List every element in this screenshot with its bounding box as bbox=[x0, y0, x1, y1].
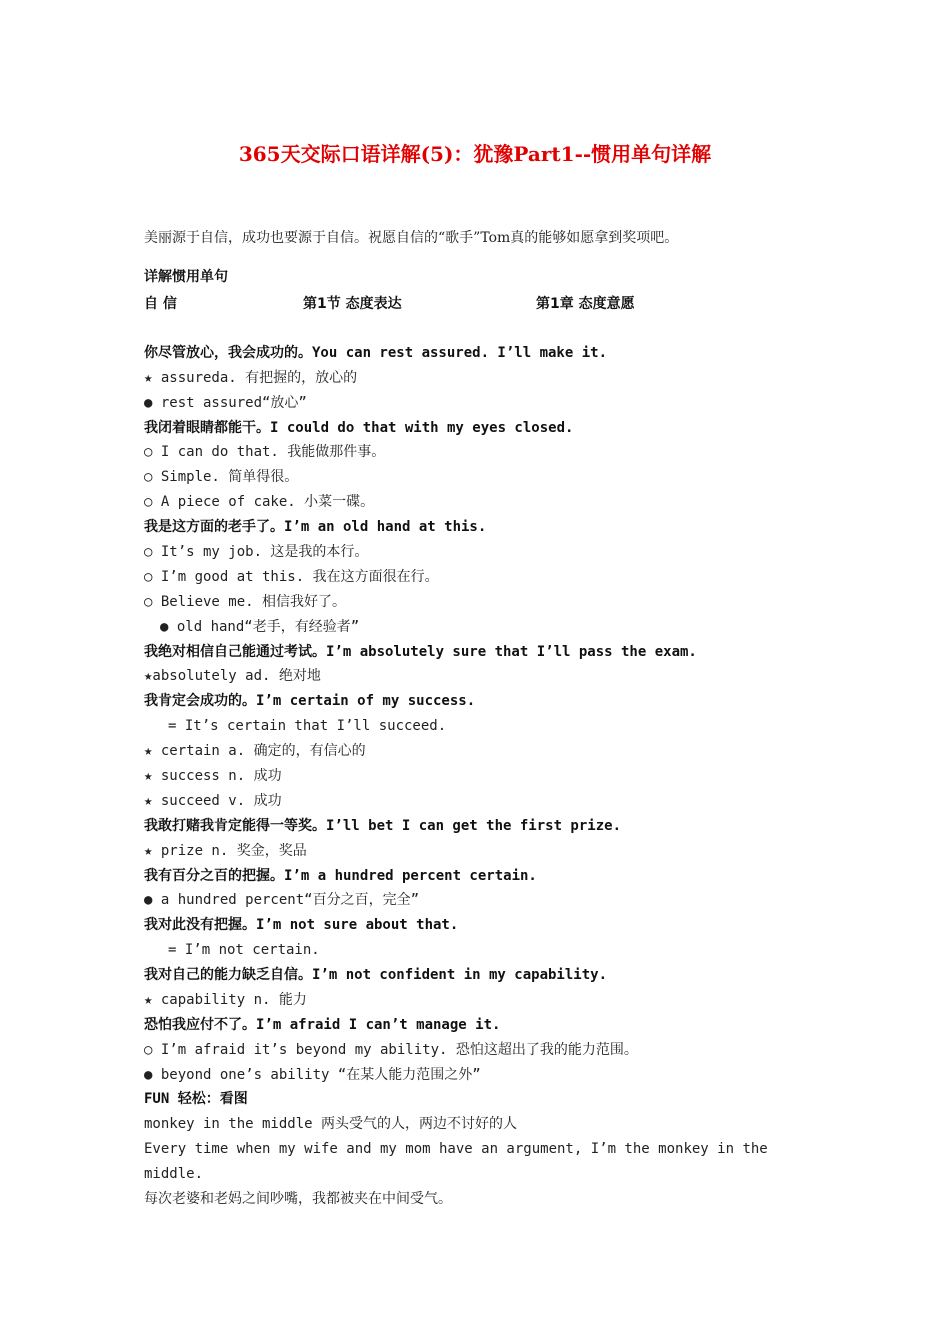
sentence-line: 你尽管放心，我会成功的。You can rest assured. I’ll make it. bbox=[144, 345, 608, 361]
note-line: ★ success n. 成功 bbox=[144, 768, 282, 784]
note-line: 每次老婆和老妈之间吵嘴，我都被夹在中间受气。 bbox=[144, 1191, 452, 1207]
intro-paragraph: 美丽源于自信，成功也要源于自信。祝愿自信的“歌手”Tom真的能够如愿拿到奖项吧。 bbox=[144, 230, 679, 246]
fun-heading: FUN 轻松：看图 bbox=[144, 1091, 248, 1107]
note-line: ● rest assured“放心” bbox=[144, 395, 307, 411]
note-line: ★ certain a. 确定的，有信心的 bbox=[144, 743, 366, 759]
sentence-line: 我对此没有把握。I’m not sure about that. bbox=[144, 917, 459, 933]
note-line: ○ I can do that. 我能做那件事。 bbox=[144, 444, 386, 460]
note-line: ● old hand“老手，有经验者” bbox=[160, 619, 360, 635]
note-line: ○ A piece of cake. 小菜一碟。 bbox=[144, 494, 375, 510]
sentence-line: 我绝对相信自己能通过考试。I’m absolutely sure that I’ll pass the exam. bbox=[144, 644, 697, 660]
note-line: = I’m not certain. bbox=[168, 942, 320, 958]
note-line: ○ It’s my job. 这是我的本行。 bbox=[144, 544, 369, 560]
note-line: ○ I’m good at this. 我在这方面很在行。 bbox=[144, 569, 439, 585]
note-line: ★ succeed v. 成功 bbox=[144, 793, 282, 809]
sentence-line: 我闭着眼睛都能干。I could do that with my eyes closed. bbox=[144, 420, 574, 436]
chapter-label: 第1章 态度意愿 bbox=[536, 296, 635, 312]
note-line: ★absolutely ad. 绝对地 bbox=[144, 668, 321, 684]
section-label: 第1节 态度表达 bbox=[303, 296, 402, 312]
note-line: Every time when my wife and my mom have an argument, I’m the monkey in the bbox=[144, 1141, 768, 1157]
note-line: monkey in the middle 两头受气的人，两边不讨好的人 bbox=[144, 1116, 518, 1132]
sentence-line: 我有百分之百的把握。I’m a hundred percent certain. bbox=[144, 868, 537, 884]
sentence-line: 我肯定会成功的。I’m certain of my success. bbox=[144, 693, 476, 709]
sentence-line: 我敢打赌我肯定能得一等奖。I’ll bet I can get the first prize. bbox=[144, 818, 622, 834]
note-line: = It’s certain that I’ll succeed. bbox=[168, 718, 447, 734]
page-title: 365天交际口语详解(5)：犹豫Part1--惯用单句详解 bbox=[238, 142, 712, 166]
note-line: middle. bbox=[144, 1166, 204, 1182]
section-heading: 详解惯用单句 bbox=[144, 269, 228, 285]
note-line: ○ I’m afraid it’s beyond my ability. 恐怕这超出了我的能力范围。 bbox=[144, 1042, 638, 1058]
sentence-line: 恐怕我应付不了。I’m afraid I can’t manage it. bbox=[144, 1017, 501, 1033]
note-line: ● beyond one’s ability “在某人能力范围之外” bbox=[144, 1067, 481, 1083]
note-line: ○ Simple. 简单得很。 bbox=[144, 469, 299, 485]
note-line: ● a hundred percent“百分之百，完全” bbox=[144, 892, 420, 908]
note-line: ★ prize n. 奖金，奖品 bbox=[144, 843, 307, 859]
note-line: ★ assureda. 有把握的，放心的 bbox=[144, 370, 358, 386]
topic-label: 自 信 bbox=[144, 296, 177, 312]
note-line: ★ capability n. 能力 bbox=[144, 992, 307, 1008]
note-line: ○ Believe me. 相信我好了。 bbox=[144, 594, 347, 610]
sentence-line: 我是这方面的老手了。I’m an old hand at this. bbox=[144, 519, 487, 535]
sentence-line: 我对自己的能力缺乏自信。I’m not confident in my capability. bbox=[144, 967, 608, 983]
